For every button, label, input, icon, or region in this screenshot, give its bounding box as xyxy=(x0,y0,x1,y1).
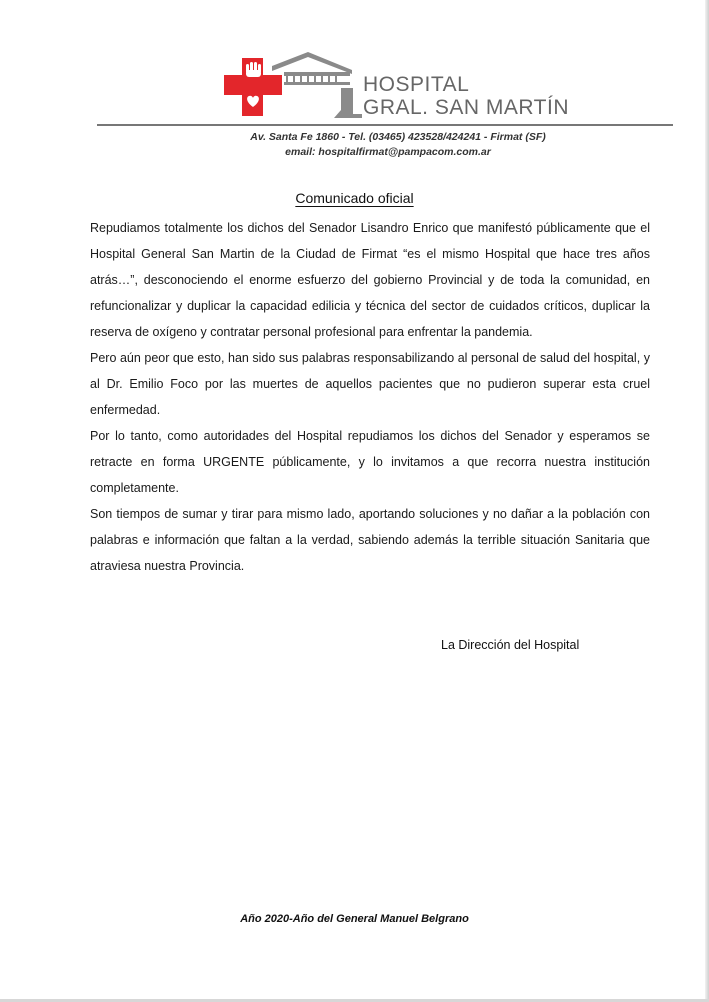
document-title-text: Comunicado oficial xyxy=(295,190,414,206)
building-beam xyxy=(284,72,350,76)
document-body xyxy=(90,215,650,579)
letterhead-divider xyxy=(97,124,673,126)
hospital-name-line2: GRAL. SAN MARTÍN xyxy=(363,96,569,119)
email-line: email: hospitalfirmat@pampacom.com.ar xyxy=(285,146,491,158)
address-line: Av. Santa Fe 1860 - Tel. (03465) 423528/424241 - Firmat (SF) xyxy=(250,131,546,143)
building-roof-icon xyxy=(272,52,352,74)
footer-text: Año 2020-Año del General Manuel Belgrano xyxy=(240,913,469,925)
page-edge-shadow xyxy=(705,0,709,1002)
building-columns xyxy=(286,76,337,82)
paragraph: Repudiamos totalmente los dichos del Senador Lisandro Enrico que manifestó públicamente que el Hospital General San Martin de la Ciudad de Firmat “es el mismo Hospital que hace tres años atrás…”, desconociendo el enorme esfuerzo del gobierno Provincial y de toda la comunidad, en refuncionalizar y duplicar la capacidad edilicia y técnica del sector de cuidados críticos, duplicar la reserva de oxígeno y contratar personal profesional para enfrentar la pandemia. xyxy=(90,221,650,339)
paragraph: Por lo tanto, como autoridades del Hospital repudiamos los dichos del Senador y esperamos se retracte en forma URGENTE públicamente, y lo invitamos a que recorra nuestra institución completamente. xyxy=(90,429,650,495)
signature: La Dirección del Hospital xyxy=(441,638,580,652)
hospital-name-line1: HOSPITAL xyxy=(363,73,470,96)
building-wedge xyxy=(334,88,362,118)
hospital-logo xyxy=(222,50,362,118)
paragraph: Son tiempos de sumar y tirar para mismo lado, aportando soluciones y no dañar a la población con palabras e información que faltan a la verdad, sabiendo además la terrible situación Sanitaria que atraviesa nuestra Provincia. xyxy=(90,507,650,573)
document-title xyxy=(0,190,709,206)
paragraph: Pero aún peor que esto, han sido sus palabras responsabilizando al personal de salud del hospital, y al Dr. Emilio Foco por las muertes de aquellos pacientes que no pudieron superar esta cruel enfermedad. xyxy=(90,351,650,417)
hospital-name xyxy=(363,73,569,119)
